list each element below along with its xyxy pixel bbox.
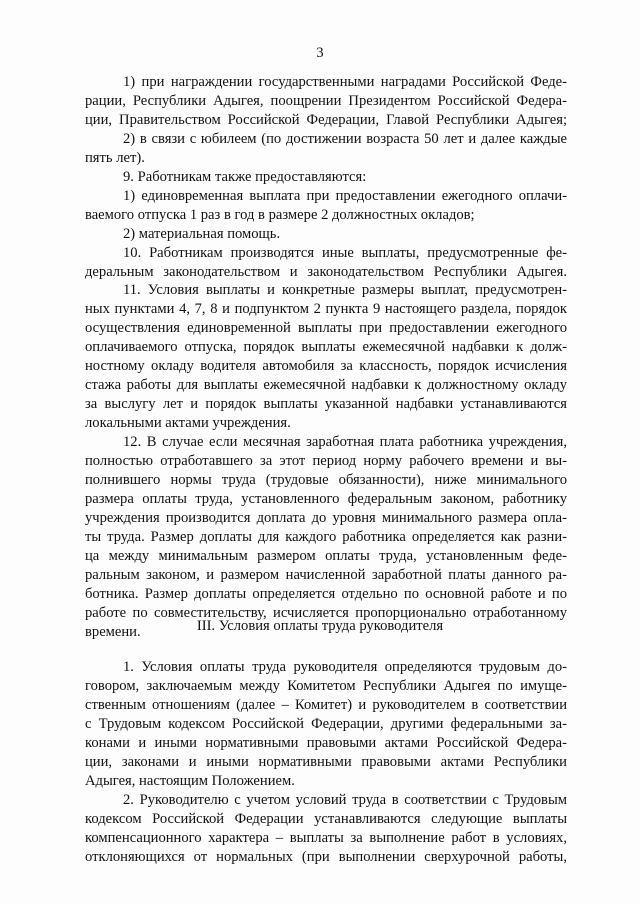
text-line: с Трудовым кодексом Российской Федерации, другими федеральными за- bbox=[85, 716, 567, 732]
text-line: ственным отношениям (далее – Комитет) и руководителем в соответствии bbox=[85, 697, 567, 713]
page-number: 3 bbox=[316, 45, 324, 61]
text-line: 9. Работникам также предоставляются: bbox=[123, 169, 367, 185]
text-line: ботника. Размер доплаты определяется отдельно по основной работе и по bbox=[85, 586, 567, 602]
text-line: компенсационного характера – выплаты за выполнение работ в условиях, bbox=[85, 830, 567, 846]
text-line: 2. Руководителю с учетом условий труда в соответствии с Трудовым bbox=[123, 792, 567, 808]
text-line: полнившего нормы труда (трудовые обязанности), ниже минимального bbox=[85, 472, 567, 488]
text-line: говором, заключаемым между Комитетом Республики Адыгея по имуще- bbox=[85, 678, 567, 694]
text-line: отклоняющихся от нормальных (при выполнении сверхурочной работы, bbox=[85, 849, 567, 865]
text-line: стажа работы для выплаты ежемесячной надбавки к должностному окладу bbox=[85, 377, 567, 393]
text-line: ции, законами и иными нормативными правовыми актами Республики bbox=[85, 754, 567, 770]
text-line: кодексом Российской Федерации устанавливаются следующие выплаты bbox=[85, 811, 567, 827]
text-line: 12. В случае если месячная заработная плата работника учреждения, bbox=[123, 434, 567, 450]
text-line: деральным законодательством и законодательством Республики Адыгея. bbox=[85, 264, 567, 280]
text-line: локальными актами учреждения. bbox=[85, 415, 291, 431]
text-line: 2) материальная помощь. bbox=[123, 226, 281, 242]
text-line: ных пунктами 4, 7, 8 и подпунктом 2 пункта 9 настоящего раздела, порядок bbox=[85, 301, 567, 317]
text-line: 1) единовременная выплата при предоставлении ежегодного оплачи- bbox=[123, 188, 567, 204]
text-line: ностному окладу водителя автомобиля за классность, порядок исчисления bbox=[85, 358, 567, 374]
text-line: пять лет). bbox=[85, 150, 145, 166]
text-line: полностью отработавшего за этот период норму рабочего времени и вы- bbox=[85, 453, 567, 469]
text-line: размера оплаты труда, установленного федеральным законом, работнику bbox=[85, 491, 567, 507]
text-line: осуществления единовременной выплаты при предоставлении ежегодного bbox=[85, 320, 567, 336]
text-line: оплачиваемого отпуска, порядок выплаты ежемесячной надбавки к долж- bbox=[85, 339, 567, 355]
text-line: 2) в связи с юбилеем (по достижении возраста 50 лет и далее каждые bbox=[123, 131, 567, 147]
text-line: ты труда. Размер доплаты для каждого работника определяется как разни- bbox=[85, 529, 567, 545]
text-line: учреждения производится доплата до уровня минимального размера опла- bbox=[85, 510, 567, 526]
text-line: 11. Условия выплаты и конкретные размеры выплат, предусмотрен- bbox=[123, 282, 567, 298]
text-line: конами и иными нормативными правовыми актами Российской Федера- bbox=[85, 735, 567, 751]
text-line: 1) при награждении государственными наградами Российской Феде- bbox=[123, 74, 567, 90]
text-line: ции, Правительством Российской Федерации, Главой Республики Адыгея; bbox=[85, 112, 567, 128]
section-heading: III. Условия оплаты труда руководителя bbox=[196, 618, 444, 634]
text-line: времени. bbox=[85, 624, 141, 640]
text-line: работе по совместительству, исчисляется пропорционально отработанному bbox=[85, 605, 567, 621]
text-line: 1. Условия оплаты труда руководителя определяются трудовым до- bbox=[123, 659, 567, 675]
text-line: за выслугу лет и порядок выплаты указанной надбавки устанавливаются bbox=[85, 396, 567, 412]
text-line: ральным законом, и размером начисленной заработной платы данного ра- bbox=[85, 567, 567, 583]
text-line: 10. Работникам производятся иные выплаты, предусмотренные фе- bbox=[123, 245, 567, 261]
text-line: рации, Республики Адыгея, поощрении Президентом Российской Федера- bbox=[85, 93, 567, 109]
text-line: ваемого отпуска 1 раз в год в размере 2 должностных окладов; bbox=[85, 207, 475, 223]
text-line: ца между минимальным размером оплаты труда, установленным феде- bbox=[85, 548, 567, 564]
text-line: Адыгея, настоящим Положением. bbox=[85, 773, 295, 789]
